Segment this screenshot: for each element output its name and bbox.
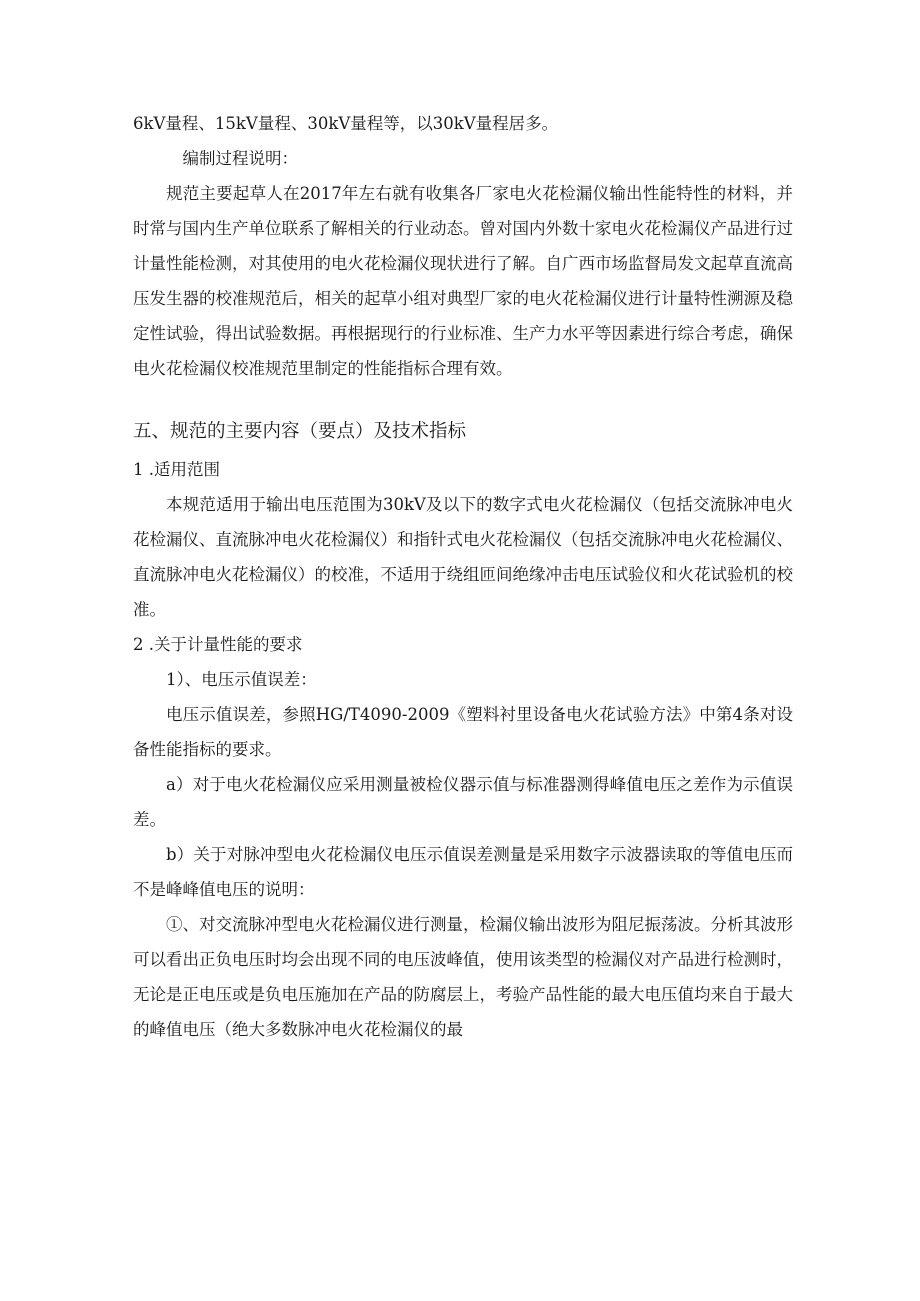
point-circle1: ①、对交流脉冲型电火花检漏仪进行测量，检漏仪输出波形为阻尼振荡波。分析其波形可以看出正负电压时均会出现不同的电压波峰值，使用该类型的检漏仪对产品进行检测时，无论是正电压或是负电压施加在产品的防腐层上，考验产品性能的最大电压值均来自于最大的峰值电压（绝大多数脉冲电火花检漏仪的最: [133, 915, 793, 1039]
sub1-title: 1）、电压示值误差：: [166, 670, 317, 689]
item2-title: 2 .关于计量性能的要求: [133, 635, 303, 654]
point-b: b）关于对脉冲型电火花检漏仪电压示值误差测量是采用数字示波器读取的等值电压而不是峰峰值电压的说明：: [133, 845, 793, 899]
process-label: 编制过程说明：: [182, 149, 298, 168]
item1-title: 1 .适用范围: [133, 460, 220, 479]
section-heading: 五、规范的主要内容（要点）及技术指标: [133, 421, 467, 442]
document-page: [133, 106, 793, 1047]
intro-line: 6kV量程、15kV量程、30kV量程等，以30kV量程居多。: [133, 114, 559, 133]
process-paragraph: 规范主要起草人在2017年左右就有收集各厂家电火花检漏仪输出性能特性的材料，并时常与国内生产单位联系了解相关的行业动态。曾对国内外数十家电火花检漏仪产品进行过计量性能检测，对其使用的电火花检漏仪现状进行了解。自广西市场监督局发文起草直流高压发生器的校准规范后，相关的起草小组对典型厂家的电火花检漏仪进行计量特性溯源及稳定性试验，得出试验数据。再根据现行的行业标准、生产力水平等因素进行综合考虑，确保电火花检漏仪校准规范里制定的性能指标合理有效。: [133, 184, 793, 378]
scope-paragraph: 本规范适用于输出电压范围为30kV及以下的数字式电火花检漏仪（包括交流脉冲电火花检漏仪、直流脉冲电火花检漏仪）和指针式电火花检漏仪（包括交流脉冲电火花检漏仪、直流脉冲电火花检漏仪）的校准，不适用于绕组匝间绝缘冲击电压试验仪和火花试验机的校准。: [133, 495, 793, 619]
voltage-paragraph: 电压示值误差，参照HG/T4090-2009《塑料衬里设备电火花试验方法》中第4条对设备性能指标的要求。: [133, 705, 793, 759]
point-a: a）对于电火花检漏仪应采用测量被检仪器示值与标准器测得峰值电压之差作为示值误差。: [133, 775, 793, 829]
